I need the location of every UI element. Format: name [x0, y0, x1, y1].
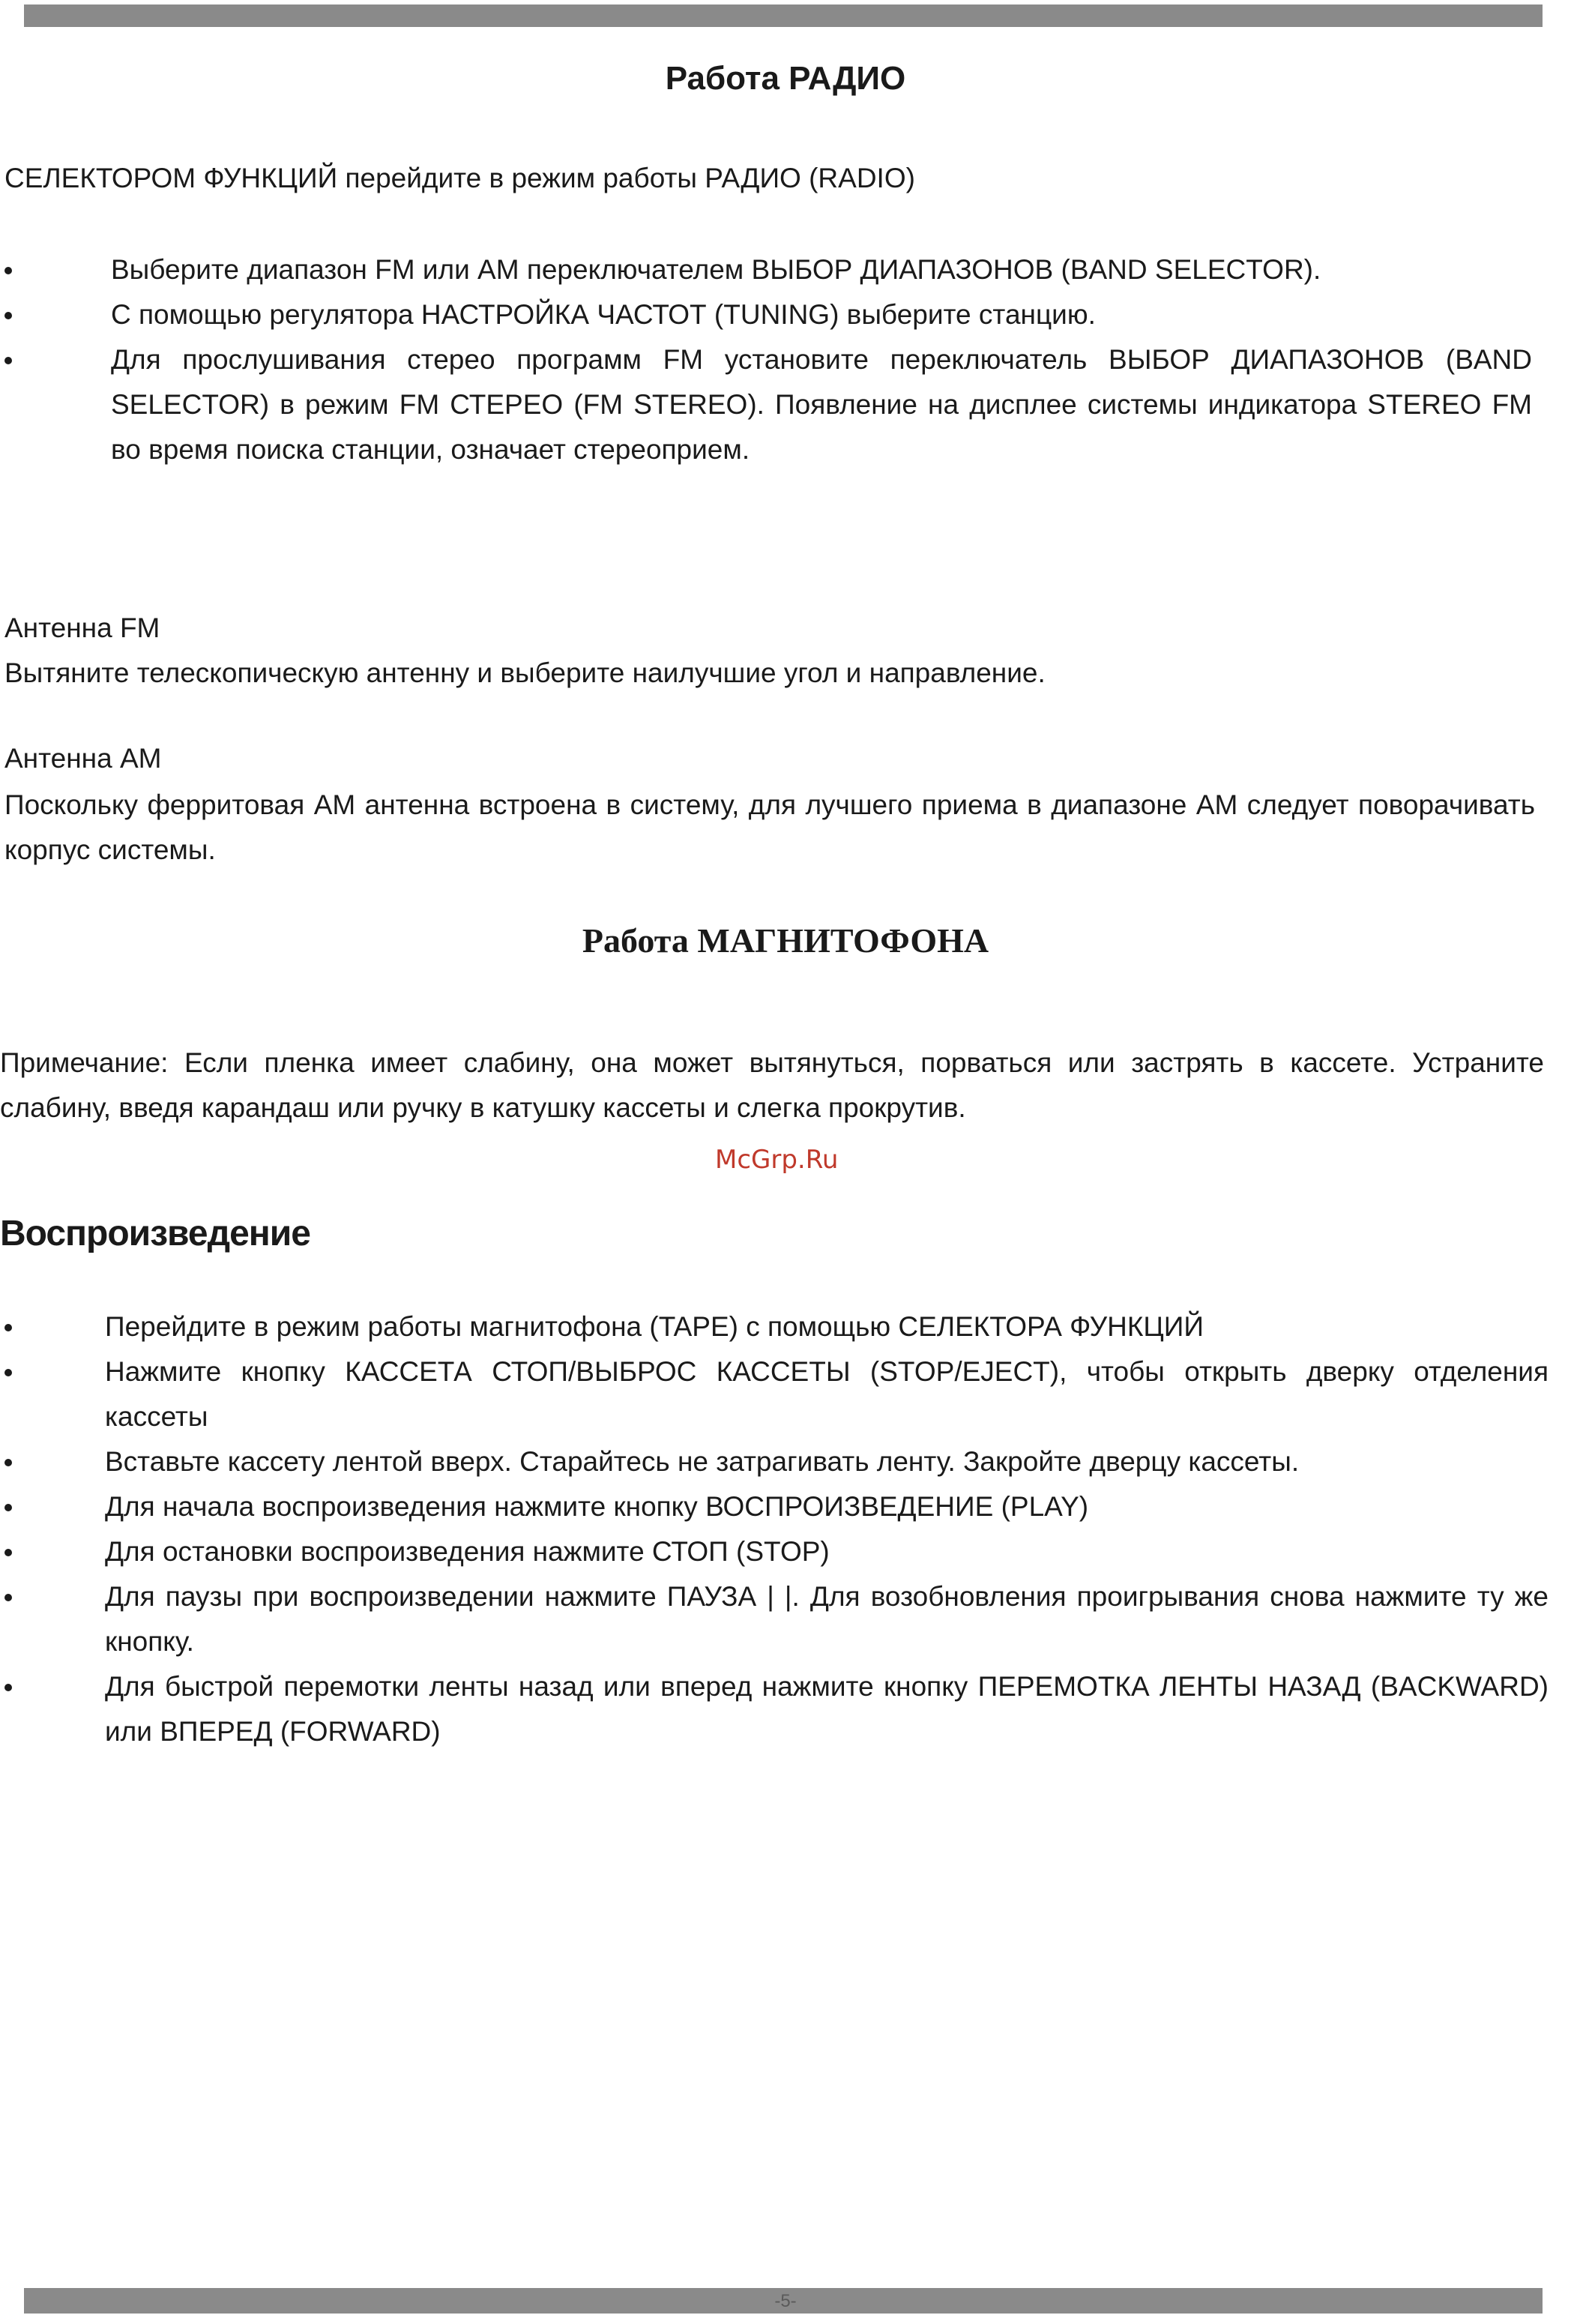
- am-antenna-text: Поскольку ферритовая AM антенна встроена в систему, для лучшего приема в диапазоне AM следует поворачивать корпус системы.: [4, 789, 1535, 865]
- list-item: Нажмите кнопку КАССЕТА СТОП/ВЫБРОС КАССЕТЫ (STOP/EJECT), чтобы открыть дверку отделения кассеты: [0, 1349, 1549, 1439]
- bullet-icon: [4, 357, 12, 364]
- bullet-icon: [4, 1594, 12, 1601]
- bullet-icon: [4, 1369, 12, 1376]
- am-antenna-heading: Антенна АМ: [4, 743, 162, 774]
- tape-note: Примечание: Если пленка имеет слабину, она может вытянуться, порваться или застрять в кассете. Устраните слабину, введя карандаш или ручку в катушку кассеты и слегка прокрутив.: [0, 1047, 1544, 1123]
- radio-intro: СЕЛЕКТОРОМ ФУНКЦИЙ перейдите в режим работы РАДИО (RADIO): [4, 163, 915, 193]
- bullet-icon: [4, 267, 12, 274]
- watermark: McGrp.Ru: [715, 1145, 839, 1175]
- list-item: Для начала воспроизведения нажмите кнопку ВОСПРОИЗВЕДЕНИЕ (PLAY): [0, 1484, 1549, 1529]
- radio-title: Работа РАДИО: [665, 60, 906, 97]
- bullet-icon: [4, 312, 12, 319]
- list-item: Вставьте кассету лентой вверх. Старайтесь не затрагивать ленту. Закройте дверцу кассеты.: [0, 1439, 1549, 1484]
- tape-title: Работа МАГНИТОФОНА: [582, 921, 989, 960]
- page-number: -5-: [774, 2291, 797, 2311]
- playback-subheading: Воспроизведение: [0, 1214, 310, 1253]
- list-item: Для прослушивания стерео программ FM установите переключатель ВЫБОР ДИАПАЗОНОВ (BAND SELECTOR) в режим FM СТЕРЕО (FM STEREO). Появление на дисплее системы индикатора STEREO FM во время поиска станции, означает стереоприем.: [0, 337, 1532, 472]
- top-rule: [24, 4, 1543, 27]
- list-item: С помощью регулятора НАСТРОЙКА ЧАСТОТ (TUNING) выберите станцию.: [0, 292, 1532, 337]
- list-item: Для паузы при воспроизведении нажмите ПАУЗА | |. Для возобновления проигрывания снова нажмите ту же кнопку.: [0, 1574, 1549, 1664]
- bullet-icon: [4, 1459, 12, 1466]
- fm-antenna-heading: Антенна FM: [4, 612, 160, 643]
- radio-steps-list: [0, 247, 1532, 472]
- bullet-icon: [4, 1549, 12, 1556]
- bullet-icon: [4, 1504, 12, 1511]
- bullet-icon: [4, 1324, 12, 1331]
- list-item: Для быстрой перемотки ленты назад или вперед нажмите кнопку ПЕРЕМОТКА ЛЕНТЫ НАЗАД (BACKWARD) или ВПЕРЕД (FORWARD): [0, 1664, 1549, 1754]
- list-item: Перейдите в режим работы магнитофона (TAPE) с помощью СЕЛЕКТОРА ФУНКЦИЙ: [0, 1304, 1549, 1349]
- bullet-icon: [4, 1684, 12, 1691]
- list-item: Для остановки воспроизведения нажмите СТОП (STOP): [0, 1529, 1549, 1574]
- list-item: Выберите диапазон FM или AM переключателем ВЫБОР ДИАПАЗОНОВ (BAND SELECTOR).: [0, 247, 1532, 292]
- playback-steps-list: [0, 1304, 1549, 1754]
- fm-antenna-text: Вытяните телескопическую антенну и выберите наилучшие угол и направление.: [4, 657, 1046, 688]
